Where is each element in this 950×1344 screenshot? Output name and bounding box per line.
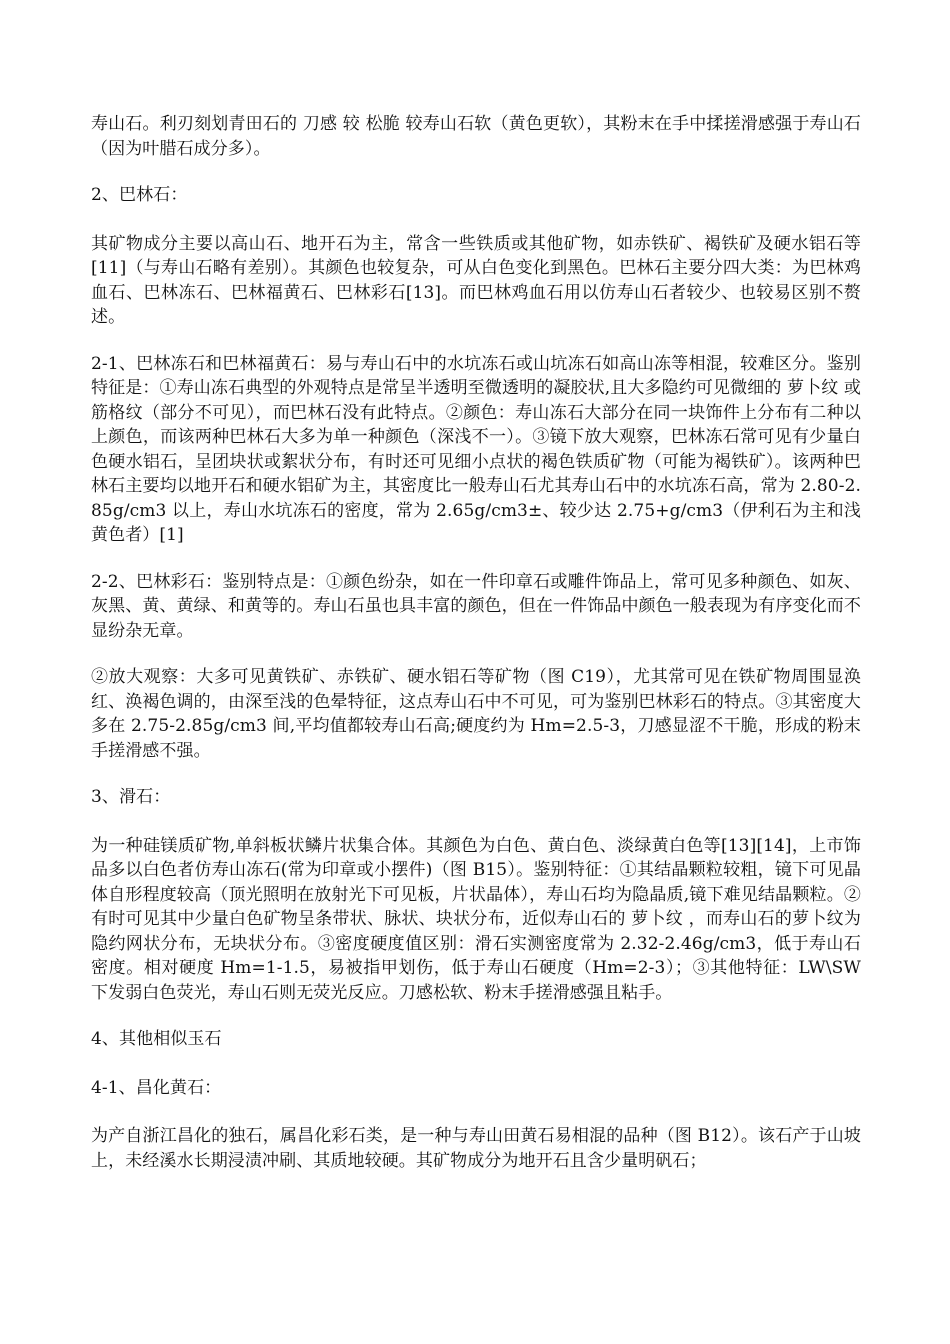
paragraph-balin-magnification: ②放大观察：大多可见黄铁矿、赤铁矿、硬水铝石等矿物（图 C19），尤其常可见在铁矿物周围显涣红、涣褐色调的，由深至浅的色晕特征，这点寿山石中不可见，可为鉴别巴林彩石的特点。③其密度大多在 2.75-2.85g/cm3 间,平均值都较寿山石高;硬度约为 Hm=2.5-3，刀感显涩不干脆，形成的粉末手搓滑感不强。 <box>91 667 861 761</box>
paragraph-shoushan-knife-feel: 寿山石。利刃刻划青田石的 刀感 较 松脆 较寿山石软（黄色更软），其粉末在手中揉搓滑感强于寿山石（因为叶腊石成分多）。 <box>91 114 861 159</box>
paragraph-balin-frozen-stone: 2-1、巴林冻石和巴林福黄石：易与寿山石中的水坑冻石或山坑冻石如高山冻等相混，较难区分。鉴别特征是：①寿山冻石典型的外观特点是常呈半透明至微透明的凝胶状,且大多隐约可见微细的 萝卜纹 或筋格纹（部分不可见），而巴林石没有此特点。②颜色：寿山冻石大部分在同一块饰件上分布有二种以上颜色，而该两种巴林石大多为单一种颜色（深浅不一）。③镜下放大观察，巴林冻石常可见有少量白色硬水铝石，呈团块状或絮状分布，有时还可见细小点状的褐色铁质矿物（可能为褐铁矿）。该两种巴林石主要均以地开石和硬水铝矿为主，其密度比一般寿山石尤其寿山石中的水坑冻石高，常为 2.80-2.85g/cm3 以上，寿山水坑冻石的密度，常为 2.65g/cm3±、较少达 2.75+g/cm3（伊利石为主和浅黄色者）[1] <box>91 353 861 545</box>
section-heading-other-jades: 4、其他相似玉石 <box>91 1029 222 1049</box>
subsection-heading-changhua-yellow: 4-1、昌化黄石： <box>91 1077 222 1098</box>
section-heading-talc: 3、滑石： <box>91 787 171 807</box>
paragraph-changhua-yellow: 为产自浙江昌化的独石，属昌化彩石类，是一种与寿山田黄石易相混的品种（图 B12）。该石产于山坡上，未经溪水长期浸渍冲刷、其质地较硬。其矿物成分为地开石且含少量明矾石； <box>91 1126 861 1171</box>
document-page <box>91 112 861 1195</box>
paragraph-talc-features: 为一种硅镁质矿物,单斜板状鳞片状集合体。其颜色为白色、黄白色、淡绿黄白色等[13][14]，上市饰品多以白色者仿寿山冻石(常为印章或小摆件)（图 B15）。鉴别特征：①其结晶颗粒较粗，镜下可见晶体自形程度较高（顶光照明在放射光下可见板，片状晶体），寿山石均为隐晶质,镜下难见结晶颗粒。②有时可见其中少量白色矿物呈条带状、脉状、块状分布，近似寿山石的 萝卜纹 ，而寿山石的萝卜纹为隐约网状分布，无块状分布。③密度硬度值区别：滑石实测密度常为 2.32-2.46g/cm3，低于寿山石密度。相对硬度 Hm=1-1.5，易被指甲划伤，低于寿山石硬度（Hm=2-3）；③其他特征：LW\SW 下发弱白色荧光，寿山石则无荧光反应。刀感松软、粉末手搓滑感强且粘手。 <box>91 835 861 1003</box>
section-heading-balin-stone: 2、巴林石： <box>91 185 188 205</box>
paragraph-balin-composition: 其矿物成分主要以高山石、地开石为主，常含一些铁质或其他矿物，如赤铁矿、褐铁矿及硬水铝石等[11]（与寿山石略有差别）。其颜色也较复杂，可从白色变化到黑色。巴林石主要分四大类：为巴林鸡血石、巴林冻石、巴林福黄石、巴林彩石[13]。而巴林鸡血石用以仿寿山石者较少、也较易区别不赘述。 <box>91 233 861 327</box>
paragraph-balin-color-stone: 2-2、巴林彩石：鉴别特点是：①颜色纷杂，如在一件印章石或雕件饰品上，常可见多种颜色、如灰、灰黑、黄、黄绿、和黄等的。寿山石虽也具丰富的颜色，但在一件饰品中颜色一般表现为有序变化而不显纷杂无章。 <box>91 571 861 641</box>
